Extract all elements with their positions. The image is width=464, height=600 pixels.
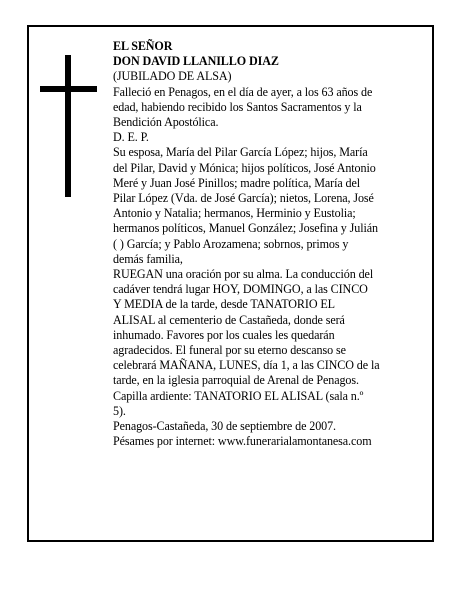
deceased-occupation: (JUBILADO DE ALSA) bbox=[113, 69, 232, 84]
text-line: RUEGAN una oración por su alma. La conducción del bbox=[113, 267, 374, 282]
text-line: 5). bbox=[113, 403, 126, 418]
text-line: ( ) García; y Pablo Arozamena; sobrnos, primos y bbox=[113, 236, 349, 251]
text-line: agradecidos. El funeral por su eterno descanso se bbox=[113, 343, 346, 358]
text-line: celebrará MAÑANA, LUNES, día 1, a las CINCO de la bbox=[113, 358, 380, 373]
condolences-line: Pésames por internet: www.funerarialamontanesa.com bbox=[113, 434, 372, 449]
text-line: Meré y Juan José Pinillos; madre política, María del bbox=[113, 175, 361, 190]
text-line: ALISAL al cementerio de Castañeda, donde será bbox=[113, 312, 345, 327]
deceased-name: DON DAVID LLANILLO DIAZ bbox=[113, 54, 279, 69]
cross-icon bbox=[65, 55, 71, 197]
obituary-text bbox=[113, 39, 418, 449]
cross-icon-crossbar bbox=[40, 86, 97, 92]
deceased-title: EL SEÑOR bbox=[113, 39, 173, 53]
text-line: Capilla ardiente: TANATORIO EL ALISAL (sala n.º bbox=[113, 388, 364, 403]
text-line: Falleció en Penagos, en el día de ayer, a los 63 años de bbox=[113, 84, 373, 99]
text-line: del Pilar, David y Mónica; hijos políticos, José Antonio bbox=[113, 160, 376, 175]
text-line: Pilar López (Vda. de José García); nietos, Lorena, José bbox=[113, 191, 374, 206]
text-line: Y MEDIA de la tarde, desde TANATORIO EL bbox=[113, 297, 335, 312]
text-line: demás familia, bbox=[113, 251, 183, 266]
text-line: edad, habiendo recibido los Santos Sacramentos y la bbox=[113, 99, 362, 114]
text-line: inhumado. Favores por los cuales les quedarán bbox=[113, 327, 335, 342]
text-line: hermanos políticos, Manuel González; Josefina y Julián bbox=[113, 221, 378, 236]
place-date-line: Penagos-Castañeda, 30 de septiembre de 2007. bbox=[113, 419, 336, 434]
text-line: Su esposa, María del Pilar García López; hijos, María bbox=[113, 145, 368, 160]
rip-line: D. E. P. bbox=[113, 130, 149, 145]
text-line: tarde, en la iglesia parroquial de Arenal de Penagos. bbox=[113, 373, 359, 388]
text-line: Antonio y Natalia; hermanos, Herminio y Eustolia; bbox=[113, 206, 356, 221]
text-line: Bendición Apostólica. bbox=[113, 115, 219, 130]
text-line: cadáver tendrá lugar HOY, DOMINGO, a las CINCO bbox=[113, 282, 368, 297]
